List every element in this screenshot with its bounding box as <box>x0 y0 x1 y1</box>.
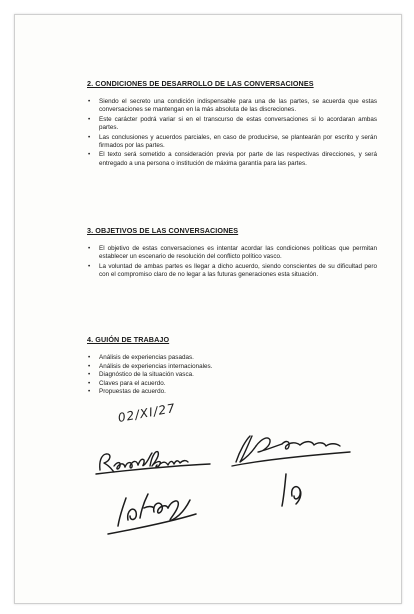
list-item-text: Las conclusiones y acuerdos parciales, en caso de producirse, se plantearán por escrito y serán firmados por las partes. <box>99 133 377 150</box>
bullet-icon: • <box>88 362 91 370</box>
list-item <box>87 388 377 397</box>
bullet-list <box>87 354 377 397</box>
list-item <box>87 134 377 151</box>
bullet-icon: • <box>88 151 91 159</box>
list-item-text: Siendo el secreto una condición indispensable para una de las partes, se acuerda que estas conversaciones se mantengan en la más absoluta de las discreciones. <box>99 98 377 114</box>
list-item <box>87 116 377 133</box>
bullet-icon: • <box>88 388 91 396</box>
section-conditions <box>87 79 377 169</box>
list-item-text: Propuestas de acuerdo. <box>99 388 166 396</box>
section-objectives <box>87 226 377 281</box>
bullet-icon: • <box>88 98 91 105</box>
list-item-text: Análisis de experiencias internacionales. <box>99 362 213 370</box>
bullet-icon: • <box>88 133 91 141</box>
list-item-text: Claves para el acuerdo. <box>99 379 166 387</box>
list-item <box>87 363 377 372</box>
list-item <box>87 263 377 280</box>
bullet-icon: • <box>88 115 91 123</box>
bullet-icon: • <box>88 371 91 379</box>
bullet-list <box>87 245 377 280</box>
list-item <box>87 371 377 380</box>
list-item <box>87 380 377 389</box>
list-item <box>87 98 377 115</box>
section-heading: 4. GUIÓN DE TRABAJO <box>87 335 170 344</box>
bullet-icon: • <box>88 379 91 387</box>
section-heading: 2. CONDICIONES DE DESARROLLO DE LAS CONVERSACIONES <box>87 79 314 88</box>
bullet-icon: • <box>88 245 91 252</box>
section-work-plan <box>87 335 377 397</box>
section-heading: 3. OBJETIVOS DE LAS CONVERSACIONES <box>87 226 239 235</box>
bullet-icon: • <box>88 354 91 361</box>
list-item <box>87 245 377 262</box>
list-item <box>87 151 377 168</box>
list-item-text: La voluntad de ambas partes es llegar a dicho acuerdo, siendo conscientes de su dificultad pero con el compromiso claro de no legar a las futuras generaciones esta situación. <box>99 262 377 279</box>
list-item-text: El objetivo de estas conversaciones es intentar acordar las condiciones políticas que permitan establecer un escenario de resolución del conflicto político vasco. <box>99 245 377 261</box>
list-item-text: Análisis de experiencias pasadas. <box>99 354 194 361</box>
list-item-text: Este carácter podrá variar si en el transcurso de estas conversaciones si lo acordaran ambas partes. <box>99 115 377 132</box>
bullet-icon: • <box>88 262 91 270</box>
list-item <box>87 354 377 363</box>
handwritten-date: 02/XI/27 <box>116 400 177 425</box>
list-item-text: El texto será sometido a consideración previa por parte de las respectivas direcciones, y será entregado a una persona o institución de máxima garantía para las partes. <box>99 151 377 167</box>
list-item-text: Diagnóstico de la situación vasca. <box>99 371 194 379</box>
bullet-list <box>87 98 377 168</box>
